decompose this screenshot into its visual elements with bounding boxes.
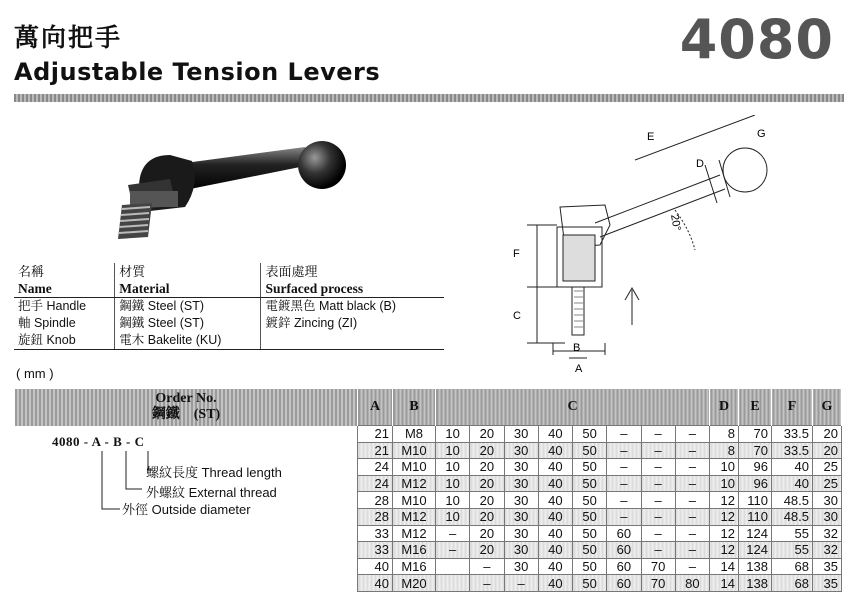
table-cell: – <box>641 459 675 476</box>
table-cell: 50 <box>573 426 607 443</box>
table-cell: 8 <box>710 426 739 443</box>
table-cell: – <box>641 475 675 492</box>
table-cell: M10 <box>393 459 436 476</box>
table-cell: 20 <box>470 492 504 509</box>
threaded-spindle <box>118 203 152 239</box>
table-cell: 48.5 <box>772 492 813 509</box>
col-header-g: G <box>813 389 842 426</box>
table-cell: 10 <box>710 459 739 476</box>
table-cell: – <box>607 492 641 509</box>
table-cell: – <box>607 459 641 476</box>
part-material: 鋼鐵 Steel (ST) <box>115 315 261 332</box>
table-cell: 40 <box>772 475 813 492</box>
table-cell: 24 <box>358 475 393 492</box>
table-cell: 124 <box>739 542 772 559</box>
table-cell: 40 <box>538 575 572 592</box>
table-cell: 55 <box>772 542 813 559</box>
table-cell: 70 <box>739 426 772 443</box>
table-cell: 33.5 <box>772 426 813 443</box>
order-code: 4080 - A - B - C <box>52 434 145 449</box>
table-cell: 50 <box>573 475 607 492</box>
table-cell: 40 <box>538 542 572 559</box>
part-material: 鋼鐵 Steel (ST) <box>115 298 261 316</box>
table-cell: – <box>607 475 641 492</box>
table-cell: – <box>607 508 641 525</box>
table-cell: – <box>675 492 709 509</box>
dim-label-d: D <box>696 158 704 170</box>
table-cell <box>436 575 470 592</box>
dim-label-g: G <box>757 128 766 140</box>
table-cell: 50 <box>573 558 607 575</box>
table-cell: – <box>675 459 709 476</box>
table-cell: 50 <box>573 575 607 592</box>
table-cell: 124 <box>739 525 772 542</box>
table-cell: 50 <box>573 508 607 525</box>
table-cell: 30 <box>504 459 538 476</box>
material-row <box>14 315 444 332</box>
table-cell: 138 <box>739 575 772 592</box>
table-cell: 35 <box>813 575 842 592</box>
table-cell: 40 <box>538 475 572 492</box>
table-cell: – <box>607 442 641 459</box>
table-cell: 32 <box>813 525 842 542</box>
table-cell: M12 <box>393 525 436 542</box>
table-cell: 33.5 <box>772 442 813 459</box>
table-cell: M12 <box>393 475 436 492</box>
table-cell: 10 <box>436 459 470 476</box>
model-number: 4080 <box>679 8 834 71</box>
part-surface: 鍍鋅 Zincing (ZI) <box>261 315 444 332</box>
table-cell: 60 <box>607 575 641 592</box>
table-cell: 68 <box>772 558 813 575</box>
table-cell: 48.5 <box>772 508 813 525</box>
table-cell: 33 <box>358 542 393 559</box>
table-cell: M16 <box>393 558 436 575</box>
table-cell: 40 <box>538 508 572 525</box>
dim-label-b: B <box>573 342 581 354</box>
header-material: Material <box>115 280 261 298</box>
product-photo <box>100 125 370 250</box>
table-cell: 10 <box>436 426 470 443</box>
table-cell: 30 <box>504 525 538 542</box>
table-cell: – <box>641 542 675 559</box>
table-cell: 68 <box>772 575 813 592</box>
table-cell: 14 <box>710 575 739 592</box>
angle-label: 20° <box>668 213 683 232</box>
table-cell: 60 <box>607 542 641 559</box>
table-cell: – <box>436 525 470 542</box>
table-cell: 12 <box>710 525 739 542</box>
table-cell: 70 <box>641 558 675 575</box>
table-cell: M10 <box>393 492 436 509</box>
table-cell: 10 <box>436 508 470 525</box>
table-cell: 25 <box>813 475 842 492</box>
col-header-c: C <box>436 389 710 426</box>
table-cell: M8 <box>393 426 436 443</box>
table-cell: – <box>607 426 641 443</box>
header-surface-cn: 表面處理 <box>261 263 444 280</box>
knob-ball <box>298 141 346 189</box>
table-cell: 30 <box>504 492 538 509</box>
table-cell: 138 <box>739 558 772 575</box>
dim-label-c: C <box>513 310 521 322</box>
table-cell: 40 <box>538 426 572 443</box>
table-cell: – <box>504 575 538 592</box>
table-cell: – <box>641 525 675 542</box>
table-cell: 32 <box>813 542 842 559</box>
table-cell: 110 <box>739 492 772 509</box>
table-cell: – <box>470 575 504 592</box>
table-cell: – <box>675 508 709 525</box>
table-cell: – <box>675 558 709 575</box>
table-cell: 10 <box>436 475 470 492</box>
table-cell: 80 <box>675 575 709 592</box>
table-cell: 20 <box>470 475 504 492</box>
header-name-cn: 名稱 <box>18 264 45 279</box>
table-cell: 50 <box>573 542 607 559</box>
table-cell: 33 <box>358 525 393 542</box>
order-title: Order No. <box>155 391 217 407</box>
page-title-chinese: 萬向把手 <box>14 24 123 52</box>
table-cell: 14 <box>710 558 739 575</box>
legend-outside-diameter: 外徑 Outside diameter <box>122 502 251 517</box>
table-cell: 20 <box>470 459 504 476</box>
order-title-cn: 鋼鐵 (ST) <box>151 407 221 423</box>
table-cell: 70 <box>739 442 772 459</box>
header-material-cn: 材質 <box>115 263 261 280</box>
table-cell: 30 <box>504 475 538 492</box>
table-cell: 30 <box>504 542 538 559</box>
unit-label: ( mm ) <box>16 366 54 381</box>
material-row <box>14 298 444 316</box>
col-header-b: B <box>393 389 436 426</box>
table-cell: 30 <box>813 508 842 525</box>
table-cell: 40 <box>538 459 572 476</box>
table-cell: – <box>641 508 675 525</box>
table-cell: – <box>675 475 709 492</box>
table-cell: 12 <box>710 508 739 525</box>
table-cell: 40 <box>358 558 393 575</box>
header-name: Name <box>14 280 115 298</box>
table-cell: – <box>436 542 470 559</box>
table-cell: M12 <box>393 508 436 525</box>
table-cell: 30 <box>504 558 538 575</box>
table-cell: 40 <box>538 492 572 509</box>
part-name: 把手 Handle <box>18 299 87 313</box>
table-cell: – <box>641 442 675 459</box>
table-cell: 55 <box>772 525 813 542</box>
table-cell: 20 <box>470 508 504 525</box>
dim-label-a: A <box>575 363 583 375</box>
table-cell: M16 <box>393 542 436 559</box>
table-cell: 20 <box>813 426 842 443</box>
material-table <box>14 263 444 350</box>
table-cell: – <box>675 426 709 443</box>
dim-label-f: F <box>513 248 520 260</box>
table-cell: 10 <box>436 492 470 509</box>
col-header-a: A <box>358 389 393 426</box>
table-cell: 40 <box>538 442 572 459</box>
part-surface <box>261 332 444 350</box>
dimension-drawing <box>505 115 795 380</box>
header-divider <box>14 94 844 102</box>
table-cell: 12 <box>710 542 739 559</box>
table-cell: 110 <box>739 508 772 525</box>
part-name: 軸 Spindle <box>18 316 76 330</box>
table-cell: 35 <box>813 558 842 575</box>
table-cell: 28 <box>358 508 393 525</box>
table-cell: 60 <box>607 525 641 542</box>
table-cell: 50 <box>573 442 607 459</box>
table-cell: 20 <box>470 442 504 459</box>
header-surface: Surfaced process <box>261 280 444 298</box>
table-cell: 40 <box>538 558 572 575</box>
table-cell: 21 <box>358 442 393 459</box>
part-surface: 電鍍黑色 Matt black (B) <box>261 298 444 316</box>
order-number-header <box>15 389 358 426</box>
table-cell: 96 <box>739 459 772 476</box>
col-header-d: D <box>710 389 739 426</box>
table-cell: – <box>675 442 709 459</box>
table-cell: 96 <box>739 475 772 492</box>
table-cell: – <box>641 492 675 509</box>
table-cell: 25 <box>813 459 842 476</box>
table-cell: 24 <box>358 459 393 476</box>
table-cell: M20 <box>393 575 436 592</box>
table-cell: 60 <box>607 558 641 575</box>
table-cell: 30 <box>813 492 842 509</box>
material-row <box>14 332 444 350</box>
table-cell: 12 <box>710 492 739 509</box>
table-cell: 10 <box>436 442 470 459</box>
table-cell: 20 <box>470 525 504 542</box>
table-cell: 8 <box>710 442 739 459</box>
page-title: Adjustable Tension Levers <box>14 58 381 86</box>
table-cell: 40 <box>772 459 813 476</box>
table-cell: 28 <box>358 492 393 509</box>
col-header-e: E <box>739 389 772 426</box>
table-cell: 30 <box>504 508 538 525</box>
table-cell: 20 <box>813 442 842 459</box>
part-name: 旋鈕 Knob <box>14 332 115 350</box>
table-cell: 50 <box>573 459 607 476</box>
table-cell: 40 <box>358 575 393 592</box>
table-cell: – <box>675 542 709 559</box>
legend-thread-length: 螺紋長度 Thread length <box>146 465 282 480</box>
table-cell: 30 <box>504 426 538 443</box>
table-cell: – <box>675 525 709 542</box>
part-material: 電木 Bakelite (KU) <box>115 332 261 350</box>
table-cell: 20 <box>470 426 504 443</box>
col-header-f: F <box>772 389 813 426</box>
table-cell: 70 <box>641 575 675 592</box>
table-cell <box>436 558 470 575</box>
dim-label-e: E <box>647 131 655 143</box>
table-cell: 20 <box>470 542 504 559</box>
table-cell: – <box>470 558 504 575</box>
lever-head <box>128 155 195 211</box>
table-cell: 50 <box>573 525 607 542</box>
table-cell: 40 <box>538 525 572 542</box>
table-cell: 10 <box>710 475 739 492</box>
table-cell: M10 <box>393 442 436 459</box>
table-cell: 21 <box>358 426 393 443</box>
legend-external-thread: 外螺紋 External thread <box>146 485 277 500</box>
table-cell: 50 <box>573 492 607 509</box>
table-cell: – <box>641 426 675 443</box>
table-cell: 30 <box>504 442 538 459</box>
